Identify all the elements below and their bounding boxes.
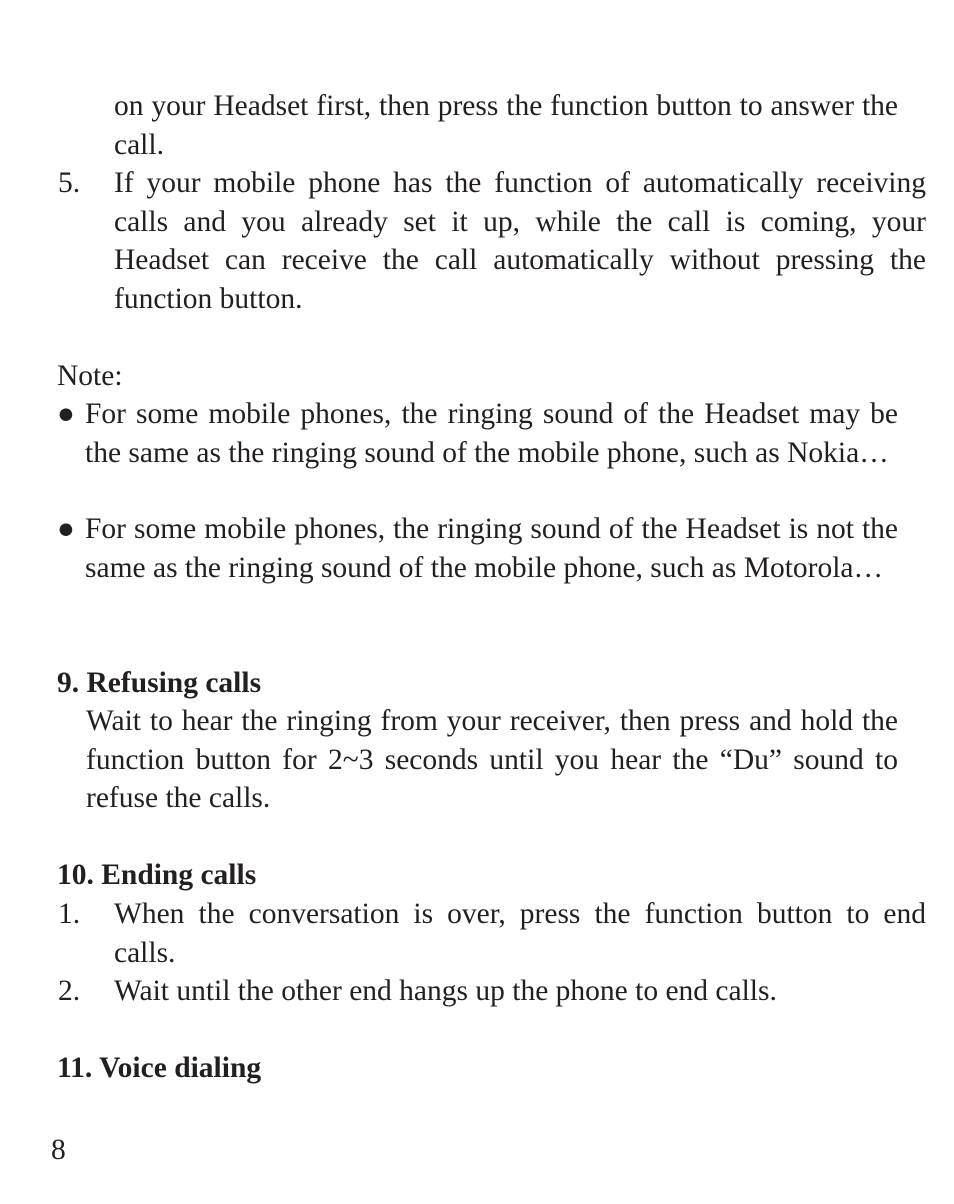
bullet-icon: ●: [57, 513, 75, 545]
ending-calls-item-2: [58, 972, 926, 1011]
bullet-icon: ●: [57, 398, 75, 430]
list-number: 5.: [58, 167, 81, 199]
bullet-text: For some mobile phones, the ringing sound of the Headset may be the same as the ringing sound of the mobile phone, such as Nokia…: [85, 398, 898, 469]
list-item-text: Wait until the other end hangs up the phone to end calls.: [114, 975, 777, 1007]
list-item-text: When the conversation is over, press the function button to end calls.: [114, 898, 926, 969]
answering-item-5: [58, 164, 926, 318]
list-number: 1.: [58, 898, 81, 930]
note-bullet-item: [57, 510, 898, 587]
answering-continuation-text: on your Headset first, then press the function button to answer the call.: [114, 90, 898, 161]
section-heading-ending-calls: 10. Ending calls: [57, 859, 257, 891]
section-heading-refusing-calls: 9. Refusing calls: [57, 667, 262, 699]
refusing-calls-text: Wait to hear the ringing from your receiver, then press and hold the function button for 2~3 seconds until you hear the “Du” sound to refuse the calls.: [86, 705, 898, 814]
note-label: Note:: [57, 360, 123, 392]
ending-calls-item-1: [58, 895, 926, 972]
section-heading-voice-dialing: 11. Voice dialing: [57, 1052, 262, 1084]
list-item-text: If your mobile phone has the function of automatically receiving calls and you already set it up, while the call is coming, your Headset can receive the call automatically without pressing the function button.: [114, 167, 926, 315]
page-number: 8: [51, 1134, 66, 1166]
note-bullet-item: [57, 395, 898, 472]
bullet-text: For some mobile phones, the ringing sound of the Headset is not the same as the ringing sound of the mobile phone, such as Motorola…: [85, 513, 898, 584]
list-number: 2.: [58, 975, 81, 1007]
